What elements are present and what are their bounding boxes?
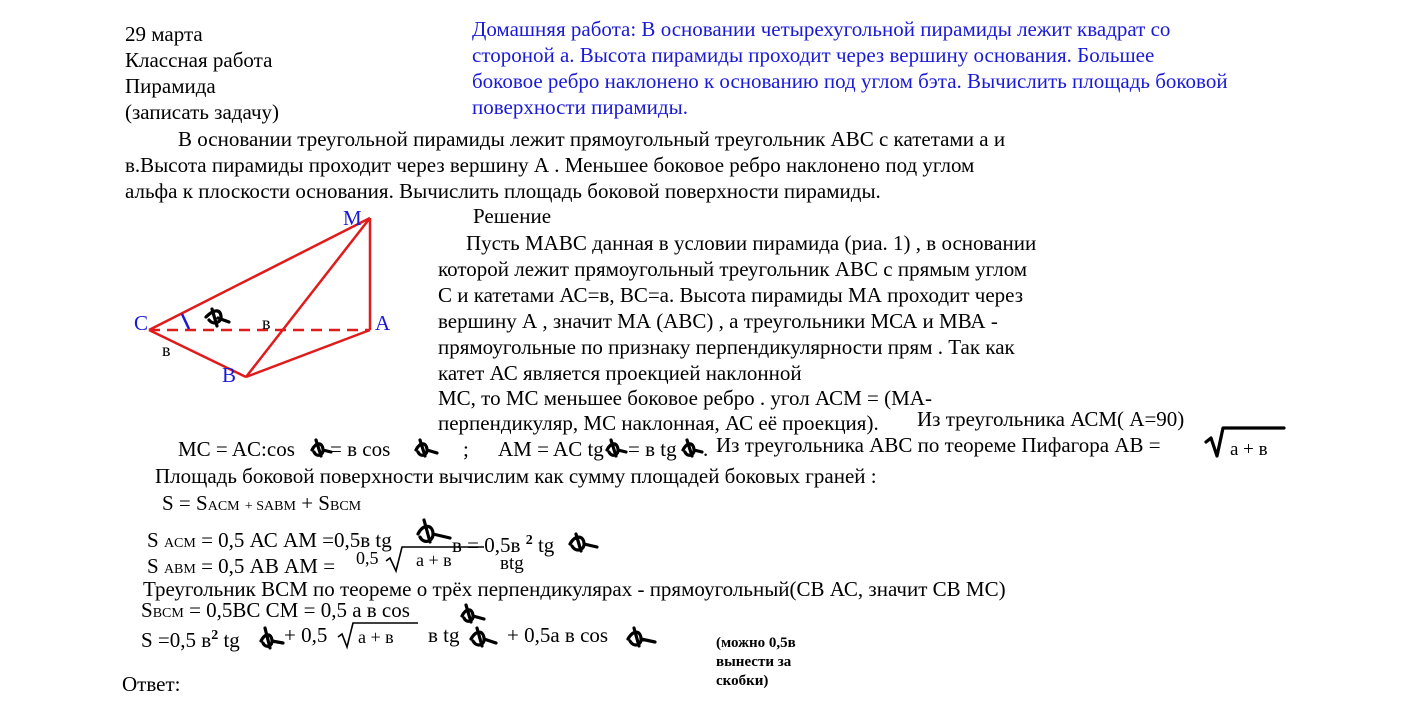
pythagoras-text: Из треугольника АВС по теореме Пифагора АВ = [716, 433, 1161, 457]
solution-line: Пусть МАВС данная в условии пирамида (риа. 1) , в основании [466, 231, 1037, 255]
alpha-handwritten-icon [458, 601, 488, 625]
problem-line: альфа к плоскости основания. Вычислить площадь боковой поверхности пирамиды. [125, 179, 881, 203]
alpha-handwritten-icon [412, 436, 440, 460]
edge-cm [149, 218, 370, 330]
alpha-handwritten-icon [566, 530, 600, 554]
date: 29 марта [125, 22, 203, 46]
alpha-handwritten-icon [467, 624, 499, 650]
solution-line: перпендикуляр, МС наклонная, АС её проекция). [438, 411, 879, 435]
solution-heading: Решение [473, 204, 552, 228]
label-side-b: в [262, 313, 271, 333]
homework-line: стороной а. Высота пирамиды проходит через вершину основания. Большее [472, 43, 1155, 67]
formula-separator: ; [463, 437, 469, 461]
formula-dot: . [703, 437, 709, 461]
area-total-tg: в tg [428, 623, 460, 647]
area-abm-coef: 0,5 [356, 548, 379, 568]
sqrt-radicand: а + в [358, 627, 394, 647]
alpha-handwritten-icon [679, 436, 705, 460]
alpha-handwritten-icon [308, 436, 334, 460]
area-acm-formula: S ACM = 0,5 АС АМ =0,5в tg [147, 528, 392, 552]
answer-label: Ответ: [122, 672, 181, 696]
alpha-handwritten-icon [414, 517, 454, 547]
solution-line: прямоугольные по признаку перпендикулярности прям . Так как [438, 335, 1015, 359]
alpha-handwritten-icon [257, 624, 287, 652]
alpha-handwritten-icon [624, 624, 658, 650]
label-m: M [343, 206, 362, 230]
solution-line: которой лежит прямоугольный треугольник АВС с прямым углом [438, 257, 1028, 281]
area-bcm-formula: SBCM = 0,5ВС СМ = 0,5 а в cos [141, 598, 410, 622]
pyramid-figure [120, 200, 410, 390]
from-triangle-acm: Из треугольника АСМ( А=90) [917, 407, 1185, 431]
solution-line: С и катетами АС=в, ВС=а. Высота пирамиды МА проходит через [438, 283, 1024, 307]
label-a: A [375, 311, 391, 335]
note-line: (можно 0,5в [716, 635, 796, 651]
area-total-tail: + 0,5а в cos [507, 623, 609, 647]
alpha-handwritten-icon [603, 436, 629, 460]
bcm-theorem: Треугольник ВСМ по теореме о трёх перпендикулярах - прямоугольный(СВ АС, значит СВ МС) [143, 577, 1006, 601]
problem-line: в.Высота пирамиды проходит через вершину А . Меньшее боковое ребро наклонено под углом [125, 153, 975, 177]
pyramid-edges [149, 218, 370, 377]
label-c: C [134, 311, 149, 335]
formula-am-result: = в tg [628, 437, 677, 461]
solution-line: МС, то МС меньшее боковое ребро . угол АСМ = (МА- [438, 386, 932, 410]
formula-mc: MC = AC:cos [178, 437, 295, 461]
angle-mark [182, 314, 189, 329]
note-line: скобки) [716, 673, 769, 689]
write-task-note: (записать задачу) [125, 100, 280, 124]
sqrt-radicand: а + в [1230, 439, 1268, 460]
alpha-handwritten-icon [206, 309, 229, 326]
topic: Пирамида [125, 74, 216, 98]
area-sum-formula: S = SACM + SABM + SBCM [162, 491, 362, 515]
label-b: B [222, 363, 237, 387]
work-type: Классная работа [125, 48, 273, 72]
homework-line: Домашняя работа: В основании четырехугольной пирамиды лежит квадрат со [472, 17, 1171, 41]
formula-am: AM = AC tg [498, 437, 604, 461]
solution-line: вершину А , значит МА (АВС) , а треугольники МСА и МВА - [438, 309, 998, 333]
note-line: вынести за [716, 654, 792, 670]
area-abm-tail: вtg [500, 553, 524, 574]
problem-line: В основании треугольной пирамиды лежит прямоугольный треугольник АВС с катетами а и [178, 127, 1006, 151]
area-intro: Площадь боковой поверхности вычислим как сумму площадей боковых граней : [155, 464, 877, 488]
formula-mc-result: = в cos [330, 437, 391, 461]
label-side-b: в [162, 340, 171, 360]
homework-line: поверхности пирамиды. [472, 95, 688, 119]
area-total-plus: + 0,5 [284, 623, 328, 647]
area-total-formula: S =0,5 $в^2$ tg [141, 628, 240, 652]
homework-line: боковое ребро наклонено к основанию под углом бэта. Вычислить площадь боковой [472, 69, 1228, 93]
solution-line: катет АС является проекцией наклонной [438, 361, 802, 385]
area-abm-formula: S ABM = 0,5 АВ АМ = [147, 554, 336, 578]
area-acm-result: в = 0,5в $^2$ tg [452, 533, 555, 557]
sqrt-radicand: а + в [416, 550, 452, 570]
